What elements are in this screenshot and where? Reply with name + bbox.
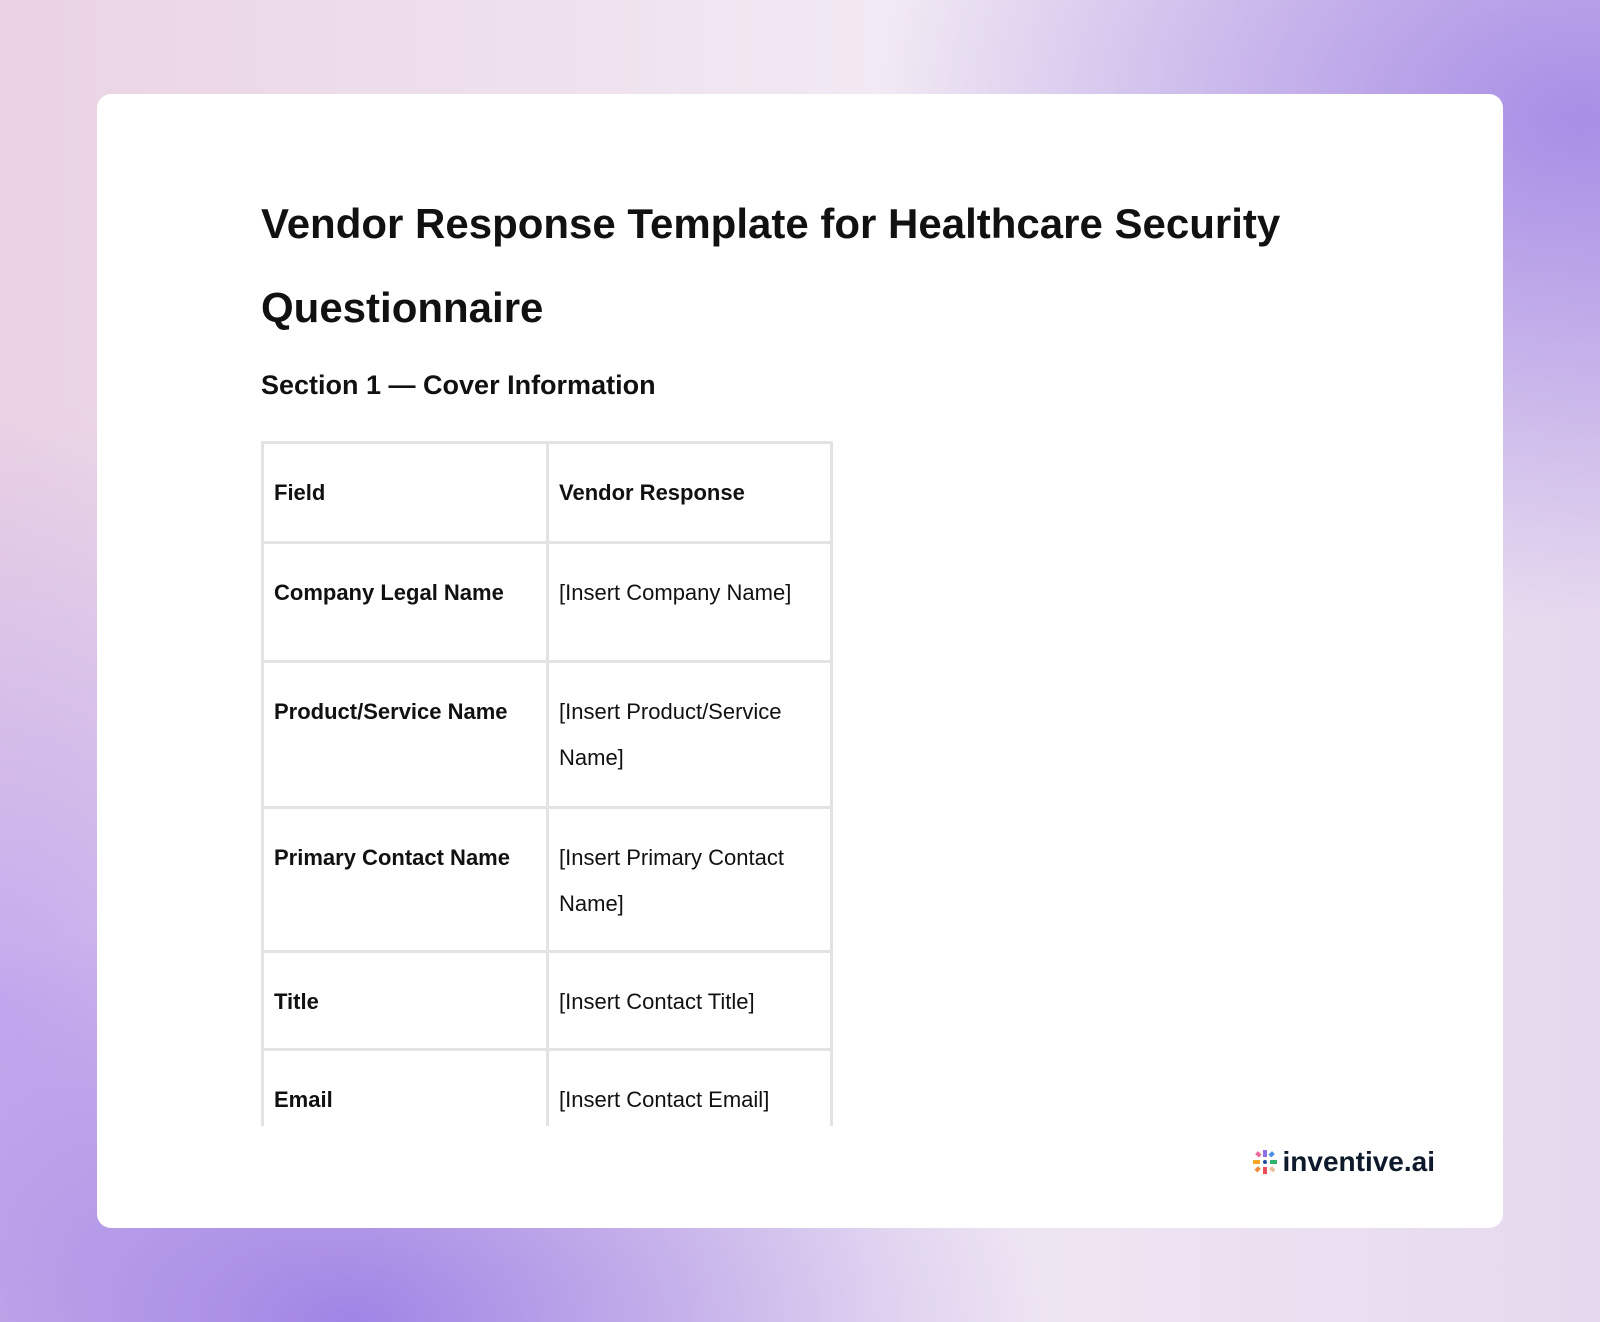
field-value: [Insert Product/Service Name] bbox=[548, 662, 832, 808]
table-row bbox=[263, 808, 832, 952]
cover-info-table bbox=[261, 441, 833, 1126]
table-row bbox=[263, 543, 832, 662]
table-row bbox=[263, 952, 832, 1050]
document-card bbox=[97, 94, 1503, 1228]
field-label: Primary Contact Name bbox=[263, 808, 548, 952]
table-header-row bbox=[263, 443, 832, 543]
brand-logo bbox=[1252, 1146, 1435, 1178]
header-vendor-response: Vendor Response bbox=[548, 443, 832, 543]
field-value: [Insert Contact Title] bbox=[548, 952, 832, 1050]
page-title: Vendor Response Template for Healthcare Security Questionnaire bbox=[261, 200, 1281, 331]
field-label: Product/Service Name bbox=[263, 662, 548, 808]
logo-mark-icon bbox=[1252, 1149, 1278, 1175]
field-value: [Insert Company Name] bbox=[548, 543, 832, 662]
table-row bbox=[263, 1050, 832, 1127]
logo-text: inventive.ai bbox=[1282, 1146, 1435, 1177]
field-value: [Insert Contact Email] bbox=[548, 1050, 832, 1127]
field-value: [Insert Primary Contact Name] bbox=[548, 808, 832, 952]
field-label: Email bbox=[263, 1050, 548, 1127]
field-label: Company Legal Name bbox=[263, 543, 548, 662]
section-heading: Section 1 — Cover Information bbox=[261, 370, 656, 400]
field-label: Title bbox=[263, 952, 548, 1050]
header-field: Field bbox=[263, 443, 548, 543]
table-row bbox=[263, 662, 832, 808]
